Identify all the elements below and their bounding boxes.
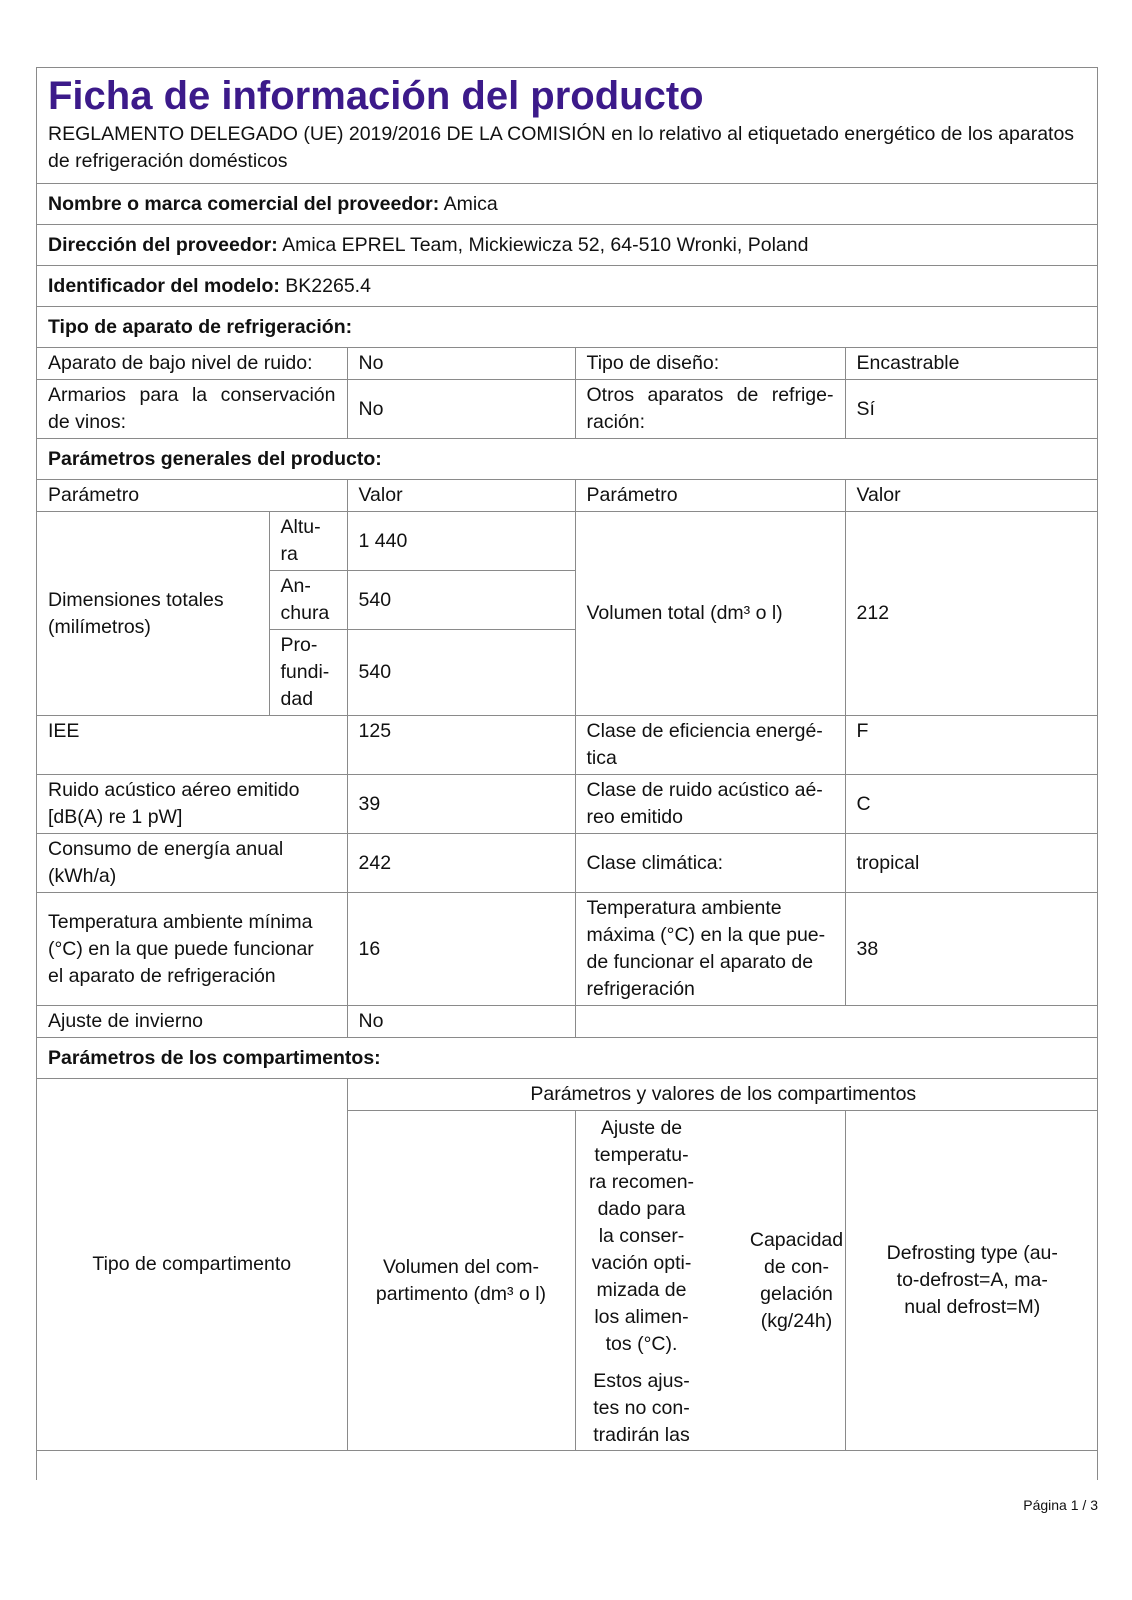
design-type-label: Tipo de diseño: [575,348,845,380]
compartment-type-header: Tipo de compartimento [37,1079,347,1451]
winter-setting-value: No [347,1006,575,1038]
wine-cabinet-label-line-2: de vinos: [48,411,127,433]
compartment-params-group-header: Parámetros y valores de los compartimentos [347,1079,1098,1111]
max-temp-label-line-1: Temperatura ambiente [586,897,782,919]
defrost-type-line-1: Defrosting type (au- [886,1242,1058,1264]
compartment-volume-header-line-1: Volumen del com- [382,1255,540,1278]
energy-class-value: F [845,716,1098,775]
depth-label-line-3: dad [280,688,314,710]
depth-value: 540 [347,630,575,716]
supplier-label: Nombre o marca comercial del proveedor: [48,192,440,215]
recommended-temp-lines [576,1115,708,1358]
page-total: 3 [1090,1497,1098,1513]
address-value: Amica EPREL Team, Mickiewicza 52, 64-510 Wronki, Poland [282,233,809,256]
min-temp-value: 16 [347,893,575,1006]
wine-cabinet-label [37,380,347,439]
document-title: Ficha de información del producto [48,74,704,118]
recommended-temp-line-6: vación opti- [591,1251,692,1274]
defrost-type-header [845,1111,1098,1451]
max-temp-label-line-3: de funcionar el aparato de [586,951,814,973]
width-label-line-2: chura [280,602,330,624]
freezing-capacity-line-3: gelación [760,1282,833,1305]
recommended-temp-note-line-2: tes no con- [593,1396,690,1419]
depth-label [269,630,347,716]
recommended-temp-note-line-3: tradirán las [593,1423,690,1446]
climate-class-value: tropical [845,834,1098,893]
recommended-temp-line-4: dado para [597,1197,686,1220]
noise-label-line-2: [dB(A) re 1 pW] [48,806,183,828]
col-header-value-left: Valor [347,480,575,512]
max-temp-label-line-4: refrigeración [586,978,695,1000]
depth-label-line-2: fundi- [280,661,330,683]
noise-class-label-line-2: reo emitido [586,806,683,828]
temp-and-freeze-cell [575,1111,845,1451]
max-temp-label [575,893,845,1006]
low-noise-label: Aparato de bajo nivel de ruido: [37,348,347,380]
recommended-temp-line-2: temperatu- [594,1143,689,1166]
annual-energy-label-line-2: (kWh/a) [48,865,117,887]
product-info-sheet [36,67,1098,1480]
min-temp-label-line-2: (°C) en la que puede funcionar [48,937,314,960]
dimensions-label [37,512,269,716]
energy-class-label-line-1: Clase de eficiencia energé- [586,720,823,742]
recommended-temp-lines-2 [576,1368,708,1449]
winter-setting-label: Ajuste de invierno [37,1006,347,1038]
recommended-temp-line-5: la conser- [598,1224,685,1247]
noise-class-label [575,775,845,834]
freezing-capacity-line-4: (kg/24h) [760,1309,833,1332]
height-label [269,512,347,571]
freezing-capacity-line-1: Capacidad [749,1228,844,1251]
energy-class-label [575,716,845,775]
freezing-capacity-line-2: de con- [763,1255,830,1278]
recommended-temp-header [576,1113,708,1449]
noise-class-value: C [845,775,1098,834]
depth-label-line-1: Pro- [280,634,318,656]
defrost-type-line-2: to-defrost=A, ma- [896,1269,1048,1291]
recommended-temp-line-9: tos (°C). [605,1332,678,1355]
other-appliance-label-line-1: Otros aparatos de refrige- [586,384,834,406]
page-separator: / [1082,1497,1087,1513]
wine-cabinet-value: No [347,380,575,439]
empty-cell [575,1006,1098,1038]
document-subtitle: REGLAMENTO DELEGADO (UE) 2019/2016 DE LA COMISIÓN en lo relativo al etiquetado energético de los aparatos de refrigeración domésticos [48,123,1075,172]
low-noise-value: No [347,348,575,380]
max-temp-label-line-2: máxima (°C) en la que pue- [586,924,826,946]
energy-class-label-line-2: tica [586,747,617,769]
header-cell [37,68,1098,184]
model-label: Identificador del modelo: [48,274,280,297]
height-value: 1 440 [347,512,575,571]
recommended-temp-line-8: los alimen- [594,1305,689,1328]
other-appliance-label-line-2: ración: [586,411,646,433]
recommended-temp-note-line-1: Estos ajus- [593,1369,690,1392]
model-value: BK2265.4 [285,274,371,297]
appliance-type-heading: Tipo de aparato de refrigeración: [37,307,1098,348]
min-temp-label [37,893,347,1006]
page-label: Página [1023,1497,1067,1513]
defrost-type-line-3: nual defrost=M) [904,1296,1041,1318]
col-header-value-right: Valor [845,480,1098,512]
recommended-temp-line-3: ra recomen- [588,1170,695,1193]
annual-energy-label [37,834,347,893]
supplier-value: Amica [443,192,498,215]
dimensions-label-line-2: (milímetros) [48,615,151,638]
eei-label: IEE [37,716,347,775]
compartment-params-heading: Parámetros de los compartimentos: [37,1038,1098,1079]
recommended-temp-line-7: mizada de [596,1278,687,1301]
page-number [1023,1497,1098,1513]
other-appliance-value: Sí [845,380,1098,439]
noise-class-label-line-1: Clase de ruido acústico aé- [586,779,823,801]
col-header-param-left: Parámetro [37,480,347,512]
address-label: Dirección del proveedor: [48,233,278,256]
address-row [37,225,1098,266]
height-label-line-1: Altu- [280,516,321,538]
noise-label [37,775,347,834]
eei-value: 125 [347,716,575,775]
min-temp-label-line-3: el aparato de refrigeración [48,964,276,987]
annual-energy-label-line-1: Consumo de energía anual [48,838,284,860]
max-temp-value: 38 [845,893,1098,1006]
annual-energy-value: 242 [347,834,575,893]
width-label-line-1: An- [280,575,311,597]
dimensions-label-line-1: Dimensiones totales [48,588,224,611]
page-current: 1 [1070,1497,1079,1513]
min-temp-label-line-1: Temperatura ambiente mínima [48,910,313,933]
freezing-capacity-header [749,1227,845,1335]
col-header-param-right: Parámetro [575,480,845,512]
product-info-table [37,68,1098,1451]
wine-cabinet-label-line-1: Armarios para la conservación [48,384,336,406]
compartment-volume-header [347,1111,575,1451]
total-volume-value: 212 [845,512,1098,716]
width-label [269,571,347,630]
design-type-value: Encastrable [845,348,1098,380]
other-appliance-label [575,380,845,439]
compartment-volume-header-line-2: partimento (dm³ o l) [375,1282,547,1305]
noise-label-line-1: Ruido acústico aéreo emitido [48,779,300,801]
recommended-temp-line-1: Ajuste de [600,1116,683,1139]
height-label-line-2: ra [280,543,298,565]
supplier-row [37,184,1098,225]
noise-value: 39 [347,775,575,834]
climate-class-label: Clase climática: [575,834,845,893]
width-value: 540 [347,571,575,630]
model-row [37,266,1098,307]
general-params-heading: Parámetros generales del producto: [37,439,1098,480]
total-volume-label: Volumen total (dm³ o l) [575,512,845,716]
